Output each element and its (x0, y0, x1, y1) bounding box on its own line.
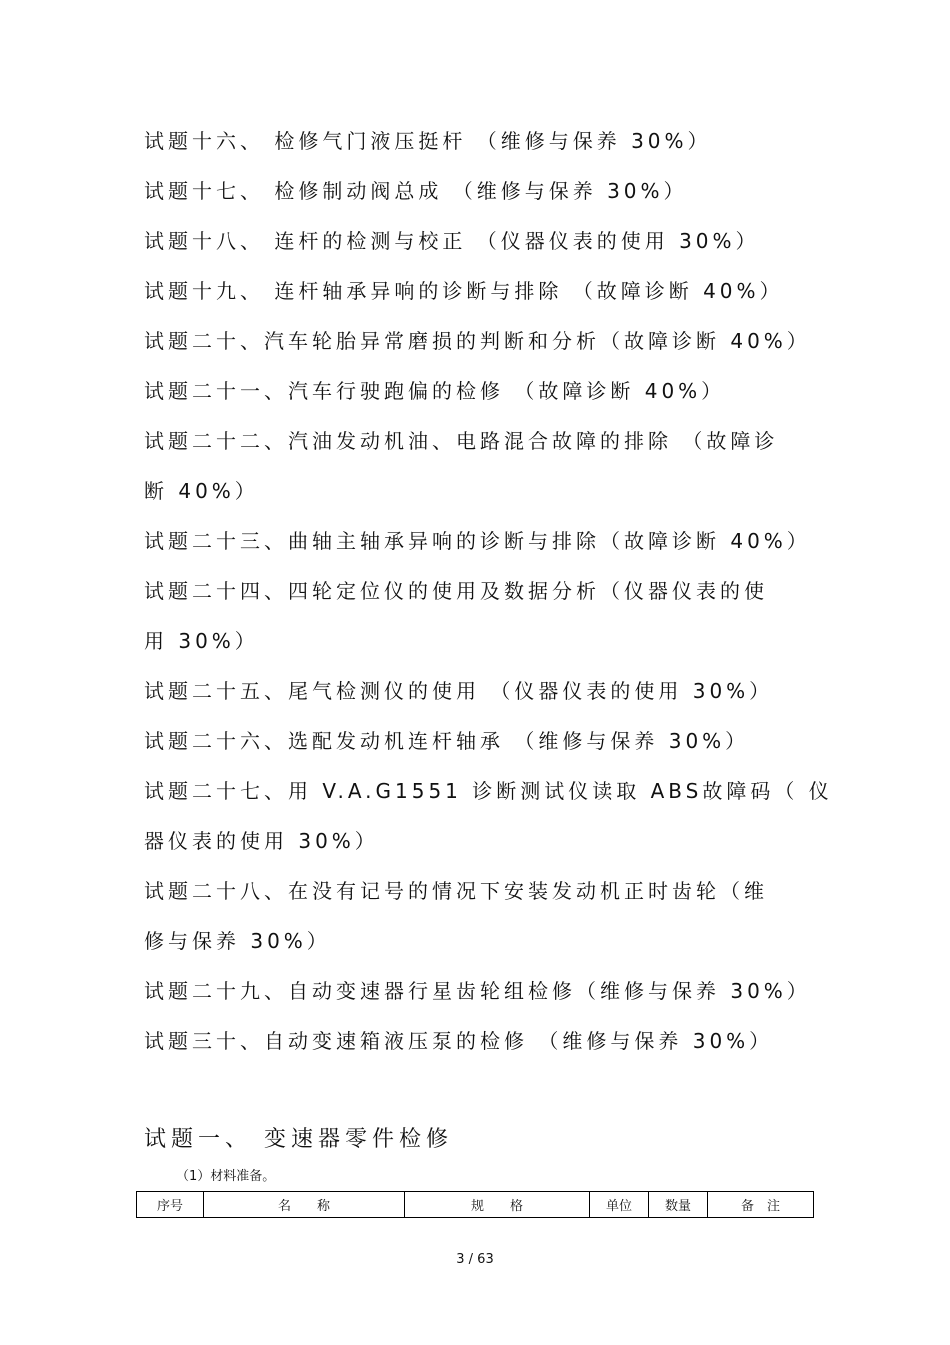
list-item: 试题二十五、尾气检测仪的使用 （仪器仪表的使用 30%） (144, 679, 774, 703)
list-item: 试题十八、 连杆的检测与校正 （仪器仪表的使用 30%） (144, 229, 760, 253)
list-item: 试题二十一、汽车行驶跑偏的检修 （故障诊断 40%） (144, 379, 726, 403)
list-item: 试题二十二、汽油发动机油、电路混合故障的排除 （故障诊 (144, 429, 779, 453)
column-header-spec: 规 格 (405, 1192, 590, 1218)
list-item-continuation: 器仪表的使用 30%） (144, 829, 379, 853)
list-item-continuation: 断 40%） (144, 479, 259, 503)
subheading: （1）材料准备。 (176, 1169, 276, 1184)
list-item: 试题二十九、自动变速器行星齿轮组检修（维修与保养 30%） (144, 979, 811, 1003)
list-item: 试题二十八、在没有记号的情况下安装发动机正时齿轮（维 (144, 879, 768, 903)
column-header-quantity: 数量 (649, 1192, 708, 1218)
list-item-continuation: 修与保养 30%） (144, 929, 331, 953)
list-item: 试题二十七、用 V.A.G1551 诊断测试仪读取 ABS故障码（ 仪 (144, 779, 833, 803)
materials-table (136, 1191, 814, 1218)
column-header-notes: 备 注 (708, 1192, 814, 1218)
column-header-unit: 单位 (590, 1192, 649, 1218)
list-item: 试题二十四、四轮定位仪的使用及数据分析（仪器仪表的使 (144, 579, 768, 603)
list-item-continuation: 用 30%） (144, 629, 259, 653)
list-item: 试题三十、自动变速箱液压泵的检修 （维修与保养 30%） (144, 1029, 774, 1053)
list-item: 试题十六、 检修气门液压挺杆 （维修与保养 30%） (144, 129, 712, 153)
table-header-row (137, 1192, 814, 1218)
list-item: 试题十七、 检修制动阀总成 （维修与保养 30%） (144, 179, 688, 203)
column-header-index: 序号 (137, 1192, 204, 1218)
section-title: 试题一、 变速器零件检修 (144, 1127, 453, 1152)
list-item: 试题二十六、选配发动机连杆轴承 （维修与保养 30%） (144, 729, 750, 753)
column-header-name: 名 称 (204, 1192, 405, 1218)
list-item: 试题二十三、曲轴主轴承异响的诊断与排除（故障诊断 40%） (144, 529, 811, 553)
list-item: 试题十九、 连杆轴承异响的诊断与排除 （故障诊断 40%） (144, 279, 784, 303)
page-number: 3 / 63 (456, 1252, 494, 1267)
list-item: 试题二十、汽车轮胎异常磨损的判断和分析（故障诊断 40%） (144, 329, 811, 353)
